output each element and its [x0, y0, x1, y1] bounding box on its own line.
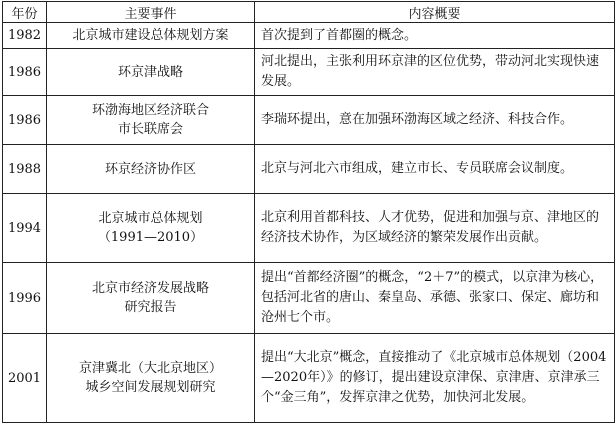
summary-cell: 提出“大北京”概念，直接推动了《北京城市总体规划（2004—2020年）》的修订，提出建设京津保、京津唐、京津承三个“金三角”，发挥京津之优势，加快河北发展。 [255, 334, 615, 423]
event-line: 研究报告 [124, 300, 177, 315]
event-line: 京津冀北（大北京地区） [78, 361, 222, 376]
event-line: （1991—2010） [97, 230, 204, 245]
summary-cell: 李瑞环提出，意在加强环渤海区域之经济、科技合作。 [255, 96, 615, 145]
header-year: 年份 [3, 2, 47, 23]
events-table [2, 1, 615, 423]
event-cell [47, 23, 255, 49]
year-cell: 1986 [3, 49, 47, 96]
event-cell [47, 96, 255, 145]
event-line: 环京津战略 [117, 64, 183, 80]
year-cell: 1982 [3, 23, 47, 49]
event-line: 北京城市建设总体规划方案 [72, 28, 229, 43]
table-row [3, 263, 615, 334]
table-row [3, 49, 615, 96]
header-event: 主要事件 [47, 2, 255, 23]
event-line: 市长联席会 [117, 122, 183, 137]
summary-cell: 北京与河北六市组成，建立市长、专员联席会议制度。 [255, 145, 615, 194]
summary-cell: 北京利用首都科技、人才优势，促进和加强与京、津地区的经济技术协作，为区域经济的繁荣发展作出贡献。 [255, 194, 615, 263]
summary-cell: 河北提出，主张利用环京津的区位优势，带动河北实现快速发展。 [255, 49, 615, 96]
header-summary: 内容概要 [255, 2, 615, 23]
event-line: 环渤海地区经济联合 [91, 103, 209, 118]
table-row [3, 23, 615, 49]
event-cell [47, 145, 255, 194]
year-cell: 2001 [3, 334, 47, 423]
table-row [3, 334, 615, 423]
event-line: 北京市经济发展战略 [91, 281, 209, 296]
summary-cell: 首次提到了首都圈的概念。 [255, 23, 615, 49]
table-row [3, 145, 615, 194]
year-cell: 1988 [3, 145, 47, 194]
year-cell: 1996 [3, 263, 47, 334]
event-cell [47, 49, 255, 96]
table-row [3, 96, 615, 145]
event-cell [47, 334, 255, 423]
year-cell: 1986 [3, 96, 47, 145]
event-cell [47, 194, 255, 263]
header-row [3, 2, 615, 23]
event-line: 城乡空间发展规划研究 [85, 380, 216, 395]
event-cell [47, 263, 255, 334]
summary-cell: 提出“首都经济圈”的概念，“2＋7”的模式，以京津为核心，包括河北省的唐山、秦皇岛、承德、张家口、保定、廊坊和沧州七个市。 [255, 263, 615, 334]
event-line: 北京城市总体规划 [98, 211, 203, 226]
table-row [3, 194, 615, 263]
year-cell: 1994 [3, 194, 47, 263]
event-line: 环京经济协作区 [104, 161, 196, 177]
